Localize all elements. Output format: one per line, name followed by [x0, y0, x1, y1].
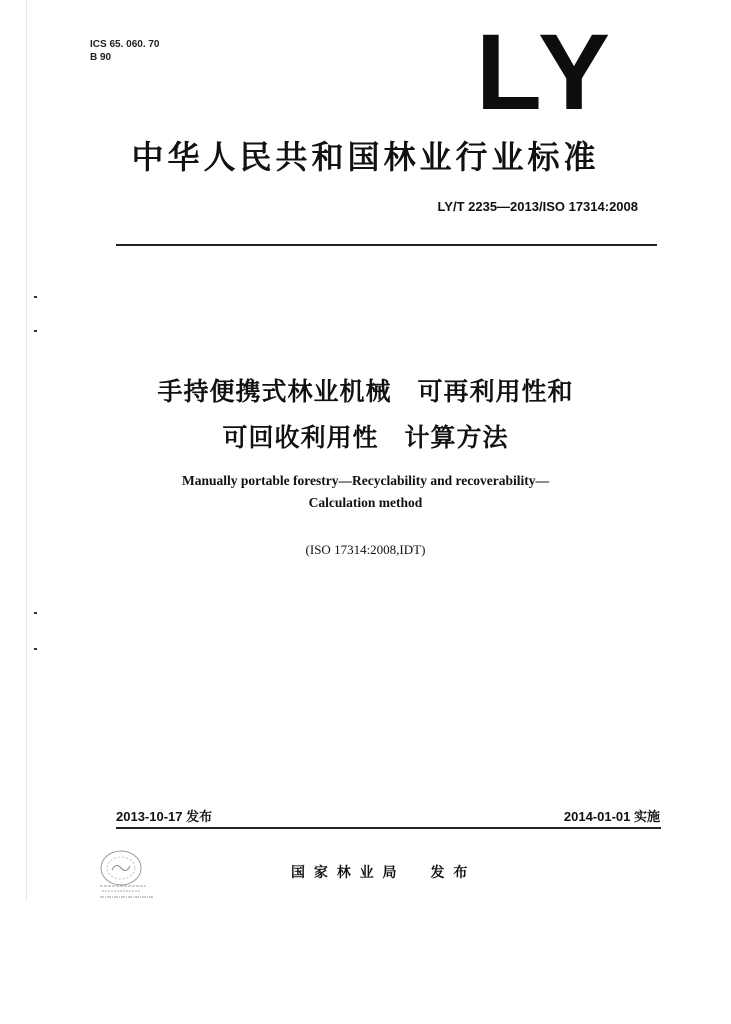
edge-mark: [34, 330, 37, 332]
stamp-seal-icon: [96, 844, 158, 902]
standard-title: 中华人民共和国林业行业标准: [131, 138, 600, 176]
issue-date: 2013-10-17 发布: [116, 809, 213, 824]
edge-mark: [34, 648, 37, 650]
edge-mark: [34, 612, 37, 614]
ly-logo: LY: [475, 11, 616, 132]
iso-reference: (ISO 17314:2008,IDT): [305, 542, 426, 557]
standard-code: LY/T 2235—2013/ISO 17314:2008: [437, 199, 638, 214]
implementation-date: 2014-01-01 实施: [563, 809, 660, 824]
english-title-line-1: Manually portable forestry—Recyclability and recoverability—: [182, 473, 549, 488]
ics-code: ICS 65. 060. 70: [90, 39, 160, 50]
chinese-title-line-1: 手持便携式林业机械 可再利用性和: [157, 377, 574, 406]
chinese-title-line-2: 可回收利用性 计算方法: [222, 423, 509, 452]
classification-block: [90, 38, 160, 64]
bottom-rule-divider: [116, 827, 661, 829]
publisher: 国 家 林 业 局 发 布: [291, 865, 470, 881]
ccs-code: B 90: [90, 52, 112, 63]
edge-mark: [34, 296, 37, 298]
english-title-line-2: Calculation method: [308, 495, 423, 510]
top-rule-divider: [116, 244, 657, 246]
